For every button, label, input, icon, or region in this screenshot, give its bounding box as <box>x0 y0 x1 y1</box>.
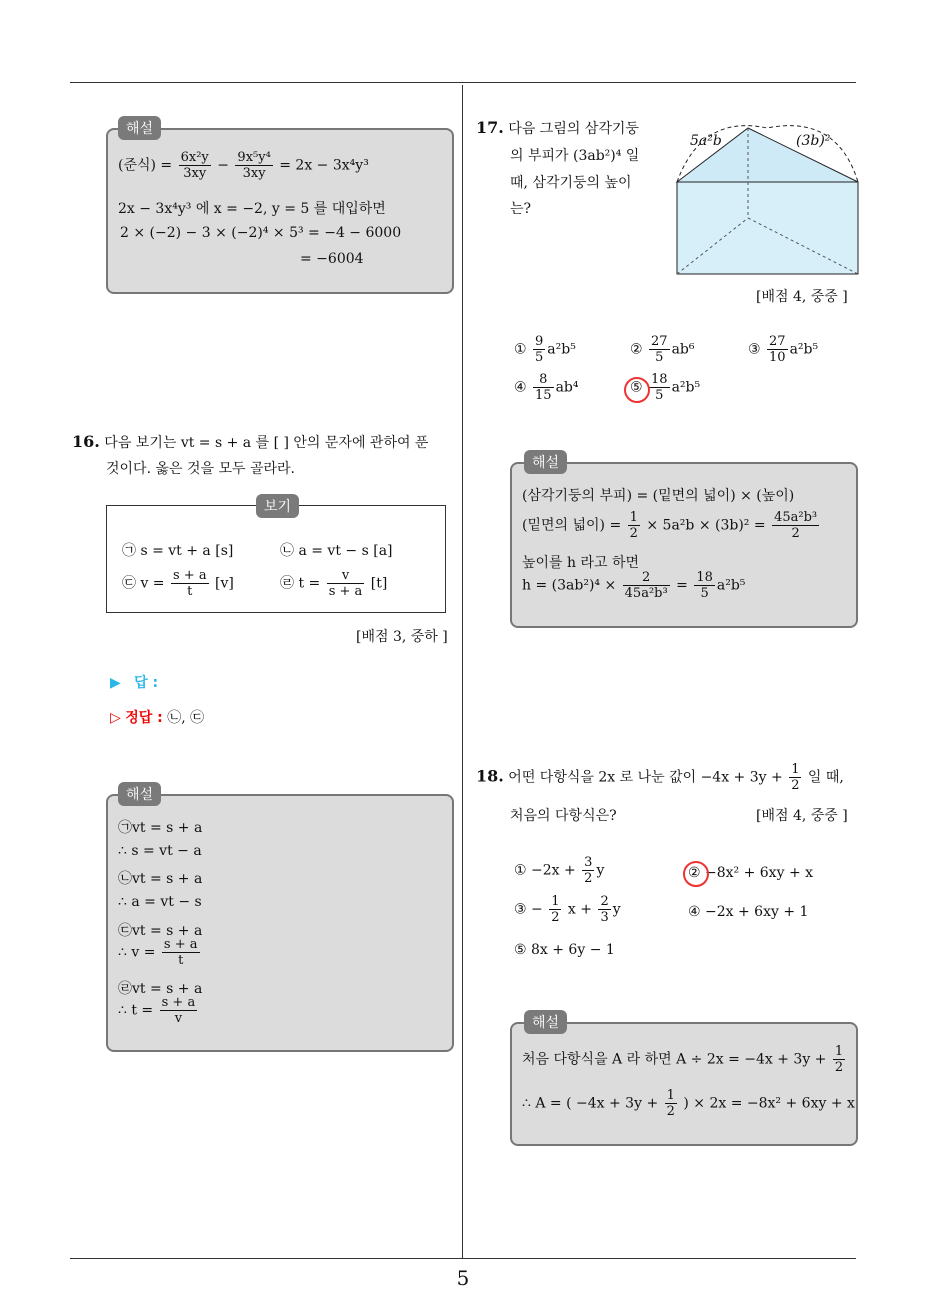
q17-choice-1: ① $\frac{9}{5}$ a²b⁵ <box>514 334 576 365</box>
sol17-line-2: (밑면의 넓이) = $\frac{1}{2}$ × 5a²b × (3b)² = $\frac{\text{45a²b³}}{2}$ <box>522 510 818 541</box>
bottom-rule <box>70 1258 856 1259</box>
sol15-line-2: 2x − 3x⁴y³ 에 x = −2, y = 5 를 대입하면 <box>118 201 386 217</box>
solution-tag: 해설 <box>118 116 161 140</box>
q17-number: 17. <box>476 118 504 137</box>
q17-text-4: 는? <box>510 201 532 217</box>
sol16-line-1: ㉠vt = s + a <box>118 820 203 836</box>
solution-tag: 해설 <box>524 1010 567 1034</box>
q16-number: 16. <box>72 432 100 451</box>
solution-box-18 <box>510 1022 858 1146</box>
q18-choice-4: ④ −2x + 6xy + 1 <box>688 904 809 920</box>
answer-circle-mark <box>624 377 650 403</box>
sol16-line-5: ㉢vt = s + a <box>118 923 203 939</box>
q16-answer: ▶ 답 : <box>110 675 159 691</box>
q18-number: 18. <box>476 766 504 786</box>
q17-choice-4: ④ $\frac{8}{15}$ ab⁴ <box>514 372 579 403</box>
q18-text-2: 처음의 다항식은? <box>510 808 617 824</box>
solution-tag: 해설 <box>118 782 161 806</box>
sol17-line-4: h = (3ab²)⁴ × $\frac{2}{\text{45a²b³}}$ = $\frac{18}{5}$ a²b⁵ <box>522 570 746 601</box>
q18-choice-5: ⑤ 8x + 6y − 1 <box>514 942 615 958</box>
sol17-line-1: (삼각기둥의 부피) = (밑면의 넓이) × (높이) <box>522 488 795 504</box>
sol17-line-3: 높이를 h 라고 하면 <box>522 555 640 571</box>
fig-label-right: (3b)² <box>796 133 831 149</box>
page-number: 5 <box>456 1266 470 1290</box>
answer-circle-mark <box>683 861 709 887</box>
q17-choice-2: ② $\frac{27}{5}$ ab⁶ <box>630 334 695 365</box>
q16-correct: ▷ 정답 : ㉡, ㉢ <box>110 710 205 726</box>
sol16-line-6: ∴ v = $\frac{s + a}{t}$ <box>118 937 198 968</box>
sol15-line-1: (준식) = $\frac{\text{6x²y}}{3xy}$ − $\frac{\text{9x⁵y⁴}}{3xy}$ = 2x − 3x⁴y³ <box>118 150 369 181</box>
q16-text-2: 것이다. 옳은 것을 모두 골라라. <box>106 461 295 477</box>
q17-text-3: 때, 삼각기둥의 높이 <box>510 175 632 191</box>
correct-arrow-icon: ▷ <box>110 710 121 726</box>
answer-arrow-icon: ▶ <box>110 675 121 691</box>
solution-tag: 해설 <box>524 450 567 474</box>
sol16-line-2: ∴ s = vt − a <box>118 843 202 859</box>
sol16-line-4: ∴ a = vt − s <box>118 894 202 910</box>
q18-choice-1: ① −2x + $\frac{3}{2}$ y <box>514 855 605 886</box>
sol18-line-2: ∴ A = ( −4x + 3y + $\frac{1}{2}$ ) × 2x = −8x² + 6xy + x <box>522 1088 855 1119</box>
bogi-label: 보기 <box>256 494 299 518</box>
top-rule <box>70 82 856 83</box>
q17-choice-5: ⑤ $\frac{18}{5}$ a²b⁵ <box>630 372 701 403</box>
sol16-line-8: ∴ t = $\frac{s + a}{v}$ <box>118 995 196 1026</box>
q17-text-2: 의 부피가 (3ab²)⁴ 일 <box>510 148 640 164</box>
sol16-line-3: ㉡vt = s + a <box>118 871 203 887</box>
sol15-line-4: = −6004 <box>300 251 364 267</box>
fig-label-left: 5a²b <box>690 133 722 149</box>
q17-score: [배점 4, 중중 ] <box>756 289 848 305</box>
q16-option-4: ㉣ t = $\frac{v}{s + a}$ [t] <box>280 568 388 599</box>
q16-option-1: ㉠ s = vt + a [s] <box>122 543 234 559</box>
sol15-line-3: 2 × (−2) − 3 × (−2)⁴ × 5³ = −4 − 6000 <box>120 225 402 241</box>
sol16-line-7: ㉣vt = s + a <box>118 981 203 997</box>
q18-text-1: 18. 어떤 다항식을 2x 로 나눈 값이 −4x + 3y + $\frac{1}{2}$ 일 때, <box>476 762 844 793</box>
q17-text-1: 17. 다음 그림의 삼각기둥 <box>476 118 639 137</box>
q18-choice-2: ② −8x² + 6xy + x <box>688 865 814 881</box>
q16-option-3: ㉢ v = $\frac{s + a}{t}$ [v] <box>122 568 234 599</box>
q18-choice-3: ③ − $\frac{1}{2}$ x + $\frac{2}{3}$ y <box>514 894 621 925</box>
q16-score: [배점 3, 중하 ] <box>356 629 448 645</box>
q18-score: [배점 4, 중중 ] <box>756 808 848 824</box>
sol18-line-1: 처음 다항식을 A 라 하면 A ÷ 2x = −4x + 3y + $\frac{1}{2}$ <box>522 1044 844 1075</box>
q16-text-1: 16. 다음 보기는 vt = s + a 를 [ ] 안의 문자에 관하여 푼 <box>72 432 429 451</box>
column-divider <box>462 85 463 1258</box>
q17-choice-3: ③ $\frac{27}{10}$ a²b⁵ <box>748 334 819 365</box>
q16-option-2: ㉡ a = vt − s [a] <box>280 543 393 559</box>
